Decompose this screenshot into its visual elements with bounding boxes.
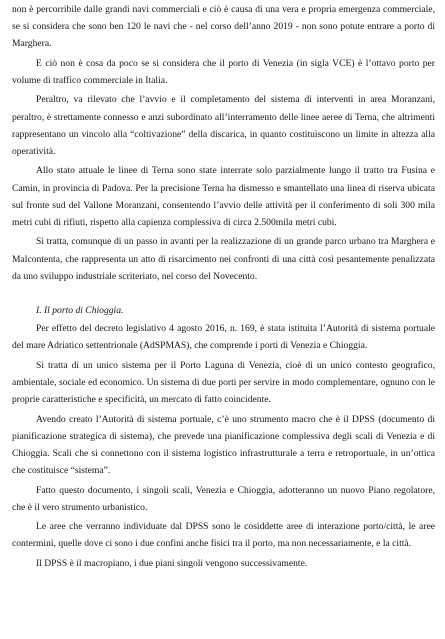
paragraph-1: non è percorribile dalle grandi navi commerciali e ciò è causa di una vera e propria emergenza commerciale, se si considera che sono ben 120 le navi che - nel corso dell’anno 2019 - non sono potute entrare a porto di Marghera. — [12, 4, 435, 50]
section-paragraph-2: Si tratta di un unico sistema per il Porto Laguna di Venezia, cioè di un unico contesto geografico, ambientale, sociale ed economico. Un sistema di due porti per servire in modo complementare, ognuno con le proprie caratteristiche e specificità, un mercato di fatto coincidente. — [12, 359, 435, 406]
section-heading: I. Il porto di Chioggia. — [36, 305, 124, 316]
section-paragraph-3: Avendo creato l’Autorità di sistema portuale, c’è uno strumento macro che è il DPSS (documento di pianificazione strategica di sistema), che prevede una pianificazione complessiva degli scali di Venezia e di Chioggia. Scali che si connettono con il sistema logistico infrastrutturale a terra e retroportuale, in un’ottica che costituisce “sistema”. — [12, 413, 435, 477]
section-paragraph-4: Fatto questo documento, i singoli scali, Venezia e Chioggia, adotteranno un nuovo Piano regolatore, che è il vero strumento urbanistico. — [12, 484, 435, 513]
section-paragraph-5: Le aree che verranno individuate dal DPSS sono le cosiddette aree di interazione porto/città, le aree contermini, quelle dove ci sono i due confini anche fisici tra il porto, ma non necessariamente, e la città. — [12, 521, 435, 550]
paragraph-3: Peraltro, va rilevato che l’avvio e il completamento del sistema di interventi in area Moranzani, peraltro, è strettamente connesso e anzi subordinato all’interramento delle linee aeree di Terna, che altrimenti rappresentano un vincolo alla “coltivazione” della discarica, in quanto costituiscono un limite in altezza alla operatività. — [12, 94, 435, 157]
paragraph-5: Si tratta, comunque di un passo in avanti per la realizzazione di un grande parco urbano tra Marghera e Malcontenta, che rappresenta un atto di risarcimento nei confronti di una città così pesantemente penalizzata da uno sviluppo industriale scriteriato, nel corso del Novecento. — [12, 236, 435, 282]
section-paragraph-1: Per effetto del decreto legislativo 4 agosto 2016, n. 169, è stata istituita l’Autorità di sistema portuale del mare Adriatico settentrionale (AdSPMAS), che comprende i porti di Venezia e Chioggia. — [12, 323, 435, 352]
paragraph-4: Allo stato attuale le linee di Terna sono state interrate solo parzialmente lungo il tratto tra Fusina e Camin, in provincia di Padova. Per la precisione Terna ha dismesso e smantellato una linea di riserva ubicata sul fronte sud del Vallone Moranzani, consentendo l’avvio delle attività per il conferimento di soli 300 mila metri cubi di rifiuti, rispetto alla capienza complessiva di circa 2.500mila metri cubi. — [12, 165, 435, 228]
section-paragraph-6: Il DPSS è il macropiano, i due piani singoli vengono successivamente. — [36, 557, 308, 569]
paragraph-2: E ciò non è cosa da poco se si considera che il porto di Venezia (in sigla VCE) è l’ottavo porto per volume di traffico commerciale in Italia. — [12, 57, 435, 86]
